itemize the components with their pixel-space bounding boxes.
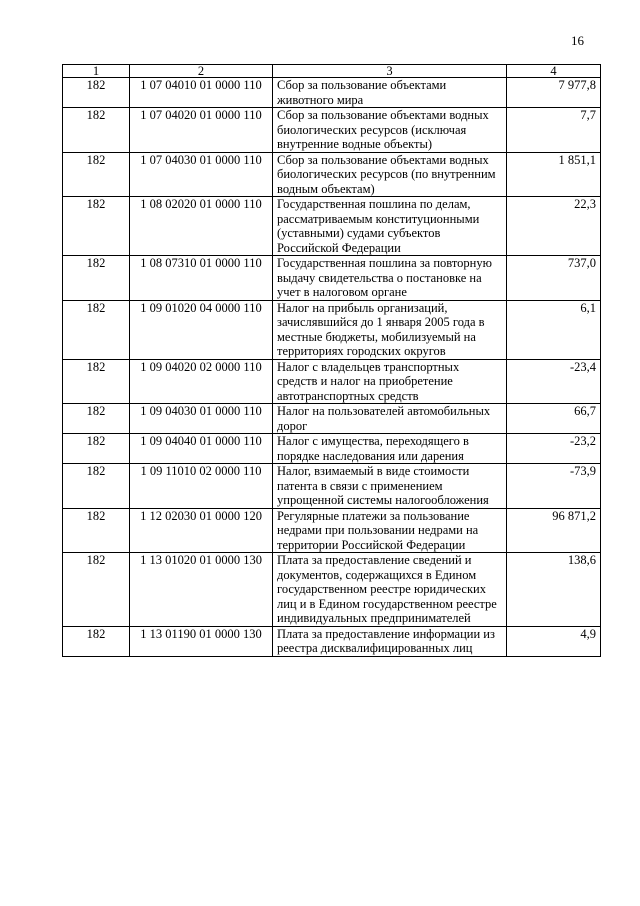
amount-cell: 737,0: [507, 256, 601, 301]
admin-code-cell: 182: [63, 256, 130, 301]
admin-code-cell: 182: [63, 626, 130, 656]
revenue-name-cell: Государственная пошлина за повторную выдачу свидетельства о постановке на учет в налоговом органе: [273, 256, 507, 301]
amount-cell: -23,2: [507, 434, 601, 464]
revenue-name-cell: Плата за предоставление сведений и документов, содержащихся в Едином государственном реестре юридических лиц и в Едином государственном реестре индивидуальных предпринимателей: [273, 553, 507, 627]
budget-code-cell: 1 09 04040 01 0000 110: [130, 434, 273, 464]
revenue-name-cell: Налог с владельцев транспортных средств и налог на приобретение автотранспортных средств: [273, 359, 507, 404]
admin-code-cell: 182: [63, 152, 130, 197]
budget-code-cell: 1 07 04030 01 0000 110: [130, 152, 273, 197]
amount-cell: 4,9: [507, 626, 601, 656]
table-row: [63, 434, 601, 464]
table-row: [63, 404, 601, 434]
admin-code-cell: 182: [63, 464, 130, 509]
amount-cell: 1 851,1: [507, 152, 601, 197]
budget-code-cell: 1 07 04010 01 0000 110: [130, 78, 273, 108]
admin-code-cell: 182: [63, 404, 130, 434]
amount-cell: 138,6: [507, 553, 601, 627]
column-header: 4: [507, 65, 601, 78]
admin-code-cell: 182: [63, 553, 130, 627]
amount-cell: 6,1: [507, 300, 601, 359]
admin-code-cell: 182: [63, 508, 130, 553]
revenue-name-cell: Налог на пользователей автомобильных дорог: [273, 404, 507, 434]
budget-code-cell: 1 13 01020 01 0000 130: [130, 553, 273, 627]
budget-code-cell: 1 09 04030 01 0000 110: [130, 404, 273, 434]
admin-code-cell: 182: [63, 359, 130, 404]
header-row: [63, 65, 601, 78]
budget-code-cell: 1 07 04020 01 0000 110: [130, 108, 273, 153]
budget-code-cell: 1 09 11010 02 0000 110: [130, 464, 273, 509]
budget-code-cell: 1 08 02020 01 0000 110: [130, 197, 273, 256]
budget-code-cell: 1 08 07310 01 0000 110: [130, 256, 273, 301]
table-row: [63, 553, 601, 627]
table-body: [63, 78, 601, 657]
column-header: 1: [63, 65, 130, 78]
table-row: [63, 626, 601, 656]
amount-cell: 22,3: [507, 197, 601, 256]
budget-code-cell: 1 12 02030 01 0000 120: [130, 508, 273, 553]
table-row: [63, 152, 601, 197]
table-row: [63, 78, 601, 108]
revenue-name-cell: Налог, взимаемый в виде стоимости патента в связи с применением упрощенной системы налогообложения: [273, 464, 507, 509]
revenue-name-cell: Налог на прибыль организаций, зачислявшийся до 1 января 2005 года в местные бюджеты, мобилизуемый на территориях городских округов: [273, 300, 507, 359]
budget-code-cell: 1 09 04020 02 0000 110: [130, 359, 273, 404]
table-row: [63, 508, 601, 553]
amount-cell: 66,7: [507, 404, 601, 434]
revenue-table: [62, 64, 601, 657]
revenue-name-cell: Налог с имущества, переходящего в порядке наследования или дарения: [273, 434, 507, 464]
table-row: [63, 256, 601, 301]
amount-cell: 7,7: [507, 108, 601, 153]
page-number: 16: [571, 33, 584, 48]
revenue-name-cell: Плата за предоставление информации из реестра дисквалифицированных лиц: [273, 626, 507, 656]
revenue-name-cell: Регулярные платежи за пользование недрами при пользовании недрами на территории Российской Федерации: [273, 508, 507, 553]
budget-code-cell: 1 09 01020 04 0000 110: [130, 300, 273, 359]
budget-code-cell: 1 13 01190 01 0000 130: [130, 626, 273, 656]
admin-code-cell: 182: [63, 78, 130, 108]
table-row: [63, 464, 601, 509]
table-row: [63, 197, 601, 256]
column-header: 3: [273, 65, 507, 78]
amount-cell: -73,9: [507, 464, 601, 509]
admin-code-cell: 182: [63, 197, 130, 256]
revenue-name-cell: Сбор за пользование объектами водных биологических ресурсов (по внутренним водным объектам): [273, 152, 507, 197]
table-row: [63, 108, 601, 153]
admin-code-cell: 182: [63, 108, 130, 153]
amount-cell: -23,4: [507, 359, 601, 404]
amount-cell: 96 871,2: [507, 508, 601, 553]
revenue-name-cell: Государственная пошлина по делам, рассматриваемым конституционными (уставными) судами субъектов Российской Федерации: [273, 197, 507, 256]
revenue-name-cell: Сбор за пользование объектами животного мира: [273, 78, 507, 108]
revenue-name-cell: Сбор за пользование объектами водных биологических ресурсов (исключая внутренние водные объекты): [273, 108, 507, 153]
column-header: 2: [130, 65, 273, 78]
admin-code-cell: 182: [63, 434, 130, 464]
admin-code-cell: 182: [63, 300, 130, 359]
amount-cell: 7 977,8: [507, 78, 601, 108]
table-row: [63, 300, 601, 359]
table-row: [63, 359, 601, 404]
